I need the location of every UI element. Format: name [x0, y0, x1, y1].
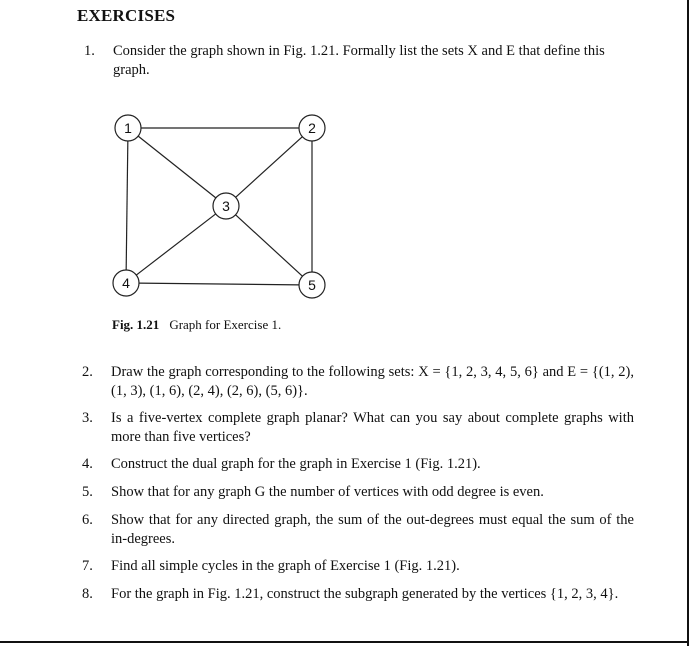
exercise-number: 6.	[82, 512, 93, 528]
edge-1-3	[138, 136, 216, 198]
exercise-text: For the graph in Fig. 1.21, construct the subgraph generated by the vertices {1, 2, 3, 4}.	[111, 586, 619, 602]
figure-label: Fig. 1.21	[112, 317, 160, 332]
exercise-text: Show that for any graph G the number of vertices with odd degree is even.	[111, 484, 544, 500]
edge-3-5	[236, 215, 303, 276]
exercise-text: Draw the graph corresponding to the following sets: X = {1, 2, 3, 4, 5, 6} and E = {(1, 2), (1, 3), (1, 6), (2, 4), (2, 6), (5, 6)}.	[111, 364, 634, 399]
exercise-text: Is a five-vertex complete graph planar? What can you say about complete graphs with more than five vertices?	[111, 410, 634, 445]
exercise-7	[82, 557, 642, 577]
edge-4-5	[139, 283, 299, 285]
exercise-text: Show that for any directed graph, the sum of the out-degrees must equal the sum of the in-degrees.	[111, 512, 634, 547]
exercise-5	[82, 483, 642, 503]
edge-3-4	[136, 214, 215, 275]
exercise-number: 3.	[82, 410, 93, 426]
vertex-label-1: 1	[124, 120, 132, 136]
exercise-2	[82, 363, 642, 403]
exercise-4	[82, 455, 642, 475]
vertex-label-2: 2	[308, 120, 316, 136]
exercise-1	[84, 42, 644, 82]
exercise-number: 5.	[82, 484, 93, 500]
exercise-6	[82, 511, 642, 551]
graph-figure	[110, 112, 370, 312]
exercise-number: 1.	[84, 43, 95, 59]
vertex-label-4: 4	[122, 275, 130, 291]
figure-caption	[112, 317, 281, 333]
exercise-8	[82, 585, 642, 625]
vertex-label-5: 5	[308, 277, 316, 293]
exercise-number: 8.	[82, 586, 93, 602]
page-edge-bottom	[0, 641, 689, 643]
exercise-text: Construct the dual graph for the graph in Exercise 1 (Fig. 1.21).	[111, 456, 481, 472]
figure-title: Graph for Exercise 1.	[169, 317, 282, 332]
edge-1-4	[126, 141, 128, 270]
vertex-label-3: 3	[222, 198, 230, 214]
page-edge-right	[687, 0, 689, 646]
exercise-number: 2.	[82, 364, 93, 380]
section-heading: EXERCISES	[77, 6, 176, 25]
exercise-number: 7.	[82, 558, 93, 574]
exercise-3	[82, 409, 642, 449]
exercise-text: Find all simple cycles in the graph of Exercise 1 (Fig. 1.21).	[111, 558, 460, 574]
exercise-number: 4.	[82, 456, 93, 472]
edge-2-3	[236, 137, 303, 198]
exercise-text: Consider the graph shown in Fig. 1.21. Formally list the sets X and E that define this graph.	[113, 43, 605, 78]
